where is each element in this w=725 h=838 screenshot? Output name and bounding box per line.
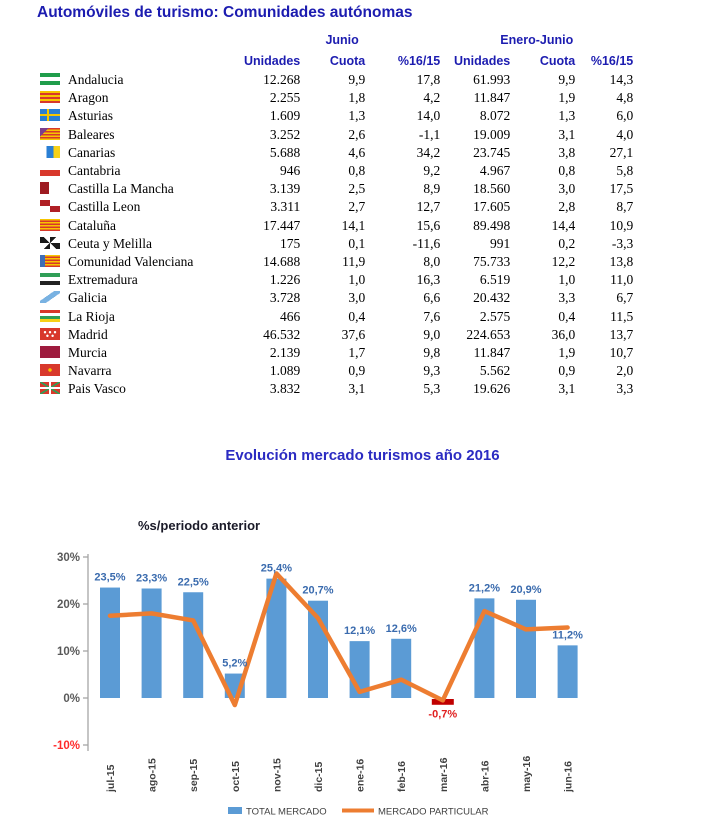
- bar-value-label: -0,7%: [428, 708, 458, 721]
- value-cell: 2,8: [558, 199, 576, 215]
- value-cell: 0,4: [348, 308, 366, 324]
- bar-value-label: 25,4%: [260, 562, 293, 575]
- value-cell: 9,0: [423, 326, 441, 342]
- legend-mercado-particular-label: MERCADO PARTICULAR: [378, 806, 489, 818]
- table-row: [40, 307, 633, 325]
- x-tick-label: abr-16: [479, 760, 492, 792]
- region-name-cell: [40, 162, 244, 180]
- value-cell: 11,0: [610, 272, 634, 288]
- value-cell: 3,3: [616, 381, 634, 397]
- value-cell: 4,8: [616, 90, 634, 106]
- region-name: Murcia: [68, 344, 107, 360]
- y-tick-label: 0%: [63, 693, 80, 705]
- value-cell: 89.498: [473, 217, 511, 233]
- value-cell: -1,1: [418, 126, 441, 142]
- value-cell: 1,0: [348, 272, 366, 288]
- region-flag-icon: [40, 328, 60, 340]
- value-cell: 4,0: [616, 126, 634, 142]
- value-cell: 1,3: [558, 108, 576, 124]
- value-cell: 27,1: [609, 144, 634, 160]
- value-cell: 14,4: [551, 217, 576, 233]
- region-name: Cataluña: [68, 217, 116, 233]
- value-cell: 0,9: [348, 363, 366, 379]
- value-cell: -3,3: [611, 235, 634, 251]
- value-cell: 4.967: [479, 163, 511, 179]
- value-cell: 2,5: [348, 181, 366, 197]
- region-name: Navarra: [68, 363, 112, 379]
- total-mercado-bar: [100, 588, 120, 698]
- value-cell: 61.993: [473, 72, 511, 88]
- value-cell: 15,6: [416, 217, 441, 233]
- legend-total-mercado-label: TOTAL MERCADO: [246, 806, 327, 818]
- region-name-cell: [40, 89, 244, 107]
- value-cell: 5.688: [269, 144, 301, 160]
- value-cell: 3.832: [269, 381, 301, 397]
- value-cell: -11,6: [412, 235, 441, 251]
- region-name: Ceuta y Melilla: [68, 235, 152, 251]
- value-cell: 13,7: [609, 326, 634, 342]
- value-cell: 1,0: [558, 272, 576, 288]
- value-cell: 8,0: [423, 253, 441, 269]
- region-name: Comunidad Valenciana: [68, 253, 194, 269]
- x-tick-label: dic-15: [313, 761, 325, 792]
- page-title: Automóviles de turismo: Comunidades autónomas: [37, 4, 413, 21]
- x-tick-label: may-16: [521, 755, 533, 792]
- value-cell: 9,9: [558, 72, 576, 88]
- value-cell: 34,2: [416, 144, 441, 160]
- value-cell: 9,3: [423, 363, 441, 379]
- x-tick-label: mar-16: [437, 757, 450, 792]
- region-flag-icon: [40, 219, 60, 231]
- table-row: [40, 89, 633, 107]
- region-name: Pais Vasco: [68, 381, 126, 397]
- total-mercado-bar: [391, 639, 411, 698]
- value-cell: 12,7: [416, 199, 441, 215]
- table-row: [40, 180, 633, 198]
- value-cell: 1,3: [348, 108, 366, 124]
- value-cell: 14,3: [609, 72, 634, 88]
- x-tick-label: jul-15: [105, 764, 117, 792]
- value-cell: 3,0: [348, 290, 366, 306]
- region-name-cell: [40, 253, 244, 271]
- table-row: [40, 126, 633, 144]
- value-cell: 36,0: [551, 326, 576, 342]
- region-name: Asturias: [68, 108, 113, 124]
- value-cell: 17.605: [473, 199, 511, 215]
- value-cell: 0,9: [558, 363, 576, 379]
- value-cell: 75.733: [473, 253, 511, 269]
- value-cell: 175: [280, 235, 301, 251]
- table-row: [40, 235, 633, 253]
- value-cell: 6,0: [616, 108, 634, 124]
- value-cell: 14,0: [416, 108, 441, 124]
- value-cell: 9,8: [423, 344, 441, 360]
- value-cell: 0,8: [348, 163, 366, 179]
- region-flag-icon: [40, 91, 60, 103]
- table-row: [40, 198, 633, 216]
- region-name-cell: [40, 217, 244, 235]
- value-cell: 8,9: [423, 181, 441, 197]
- col-header-pct-enero-junio: %16/15: [590, 53, 634, 68]
- value-cell: 1,9: [558, 90, 576, 106]
- table-row: [40, 362, 633, 380]
- region-name-cell: [40, 380, 244, 398]
- total-mercado-bar: [558, 645, 578, 698]
- region-flag-icon: [40, 273, 60, 285]
- value-cell: 1.609: [269, 108, 301, 124]
- region-flag-icon: [40, 382, 60, 394]
- value-cell: 6,6: [423, 290, 441, 306]
- value-cell: 46.532: [263, 326, 301, 342]
- value-cell: 17.447: [263, 217, 301, 233]
- group-header-enero-junio: Enero-Junio: [500, 32, 574, 47]
- region-flag-icon: [40, 255, 60, 267]
- value-cell: 1,9: [558, 344, 576, 360]
- region-name-cell: [40, 198, 244, 216]
- table-row: [40, 326, 633, 344]
- value-cell: 3,0: [558, 181, 576, 197]
- region-name-cell: [40, 126, 244, 144]
- bar-value-label: 12,6%: [385, 622, 417, 635]
- value-cell: 6,7: [616, 290, 634, 306]
- table-row: [40, 380, 633, 398]
- region-flag-icon: [40, 128, 60, 140]
- value-cell: 14,1: [341, 217, 366, 233]
- value-cell: 0,1: [348, 235, 366, 251]
- region-name: Canarias: [68, 144, 116, 160]
- region-name: Extremadura: [68, 272, 138, 288]
- value-cell: 2,6: [348, 126, 366, 142]
- value-cell: 9,2: [423, 163, 441, 179]
- col-header-pct-junio: %16/15: [397, 53, 441, 68]
- total-mercado-bar: [516, 600, 536, 698]
- region-flag-icon: [40, 146, 60, 158]
- value-cell: 11.847: [473, 344, 511, 360]
- table-row: [40, 271, 633, 289]
- y-tick-label: 10%: [56, 646, 80, 658]
- region-name: Aragon: [68, 90, 109, 106]
- col-header-unidades-junio: Unidades: [244, 53, 301, 68]
- value-cell: 3.311: [270, 199, 301, 215]
- value-cell: 19.626: [473, 381, 511, 397]
- value-cell: 17,8: [416, 72, 441, 88]
- chart-axis-label: %s/periodo anterior: [138, 518, 261, 533]
- region-flag-icon: [40, 291, 60, 303]
- value-cell: 5,8: [616, 163, 634, 179]
- bar-value-label: 20,9%: [510, 583, 542, 596]
- value-cell: 3.139: [269, 181, 301, 197]
- value-cell: 13,8: [609, 253, 634, 269]
- table-column-header-row: [40, 50, 633, 71]
- col-header-cuota-junio: Cuota: [329, 53, 366, 68]
- value-cell: 12.268: [263, 72, 301, 88]
- table-row: [40, 217, 633, 235]
- group-header-junio: Junio: [325, 32, 359, 47]
- value-cell: 10,9: [609, 217, 634, 233]
- region-name-cell: [40, 326, 244, 344]
- value-cell: 466: [280, 308, 301, 324]
- table-group-header-row: [40, 29, 633, 50]
- region-name: Baleares: [68, 126, 115, 142]
- value-cell: 2.255: [269, 90, 301, 106]
- value-cell: 3.728: [269, 290, 301, 306]
- region-name-cell: [40, 71, 244, 89]
- region-flag-icon: [40, 346, 60, 358]
- value-cell: 0,2: [558, 235, 576, 251]
- bar-value-label: 21,2%: [468, 582, 501, 595]
- value-cell: 224.653: [466, 326, 511, 342]
- table-row: [40, 71, 633, 89]
- value-cell: 5.562: [479, 363, 511, 379]
- value-cell: 3,1: [558, 126, 576, 142]
- value-cell: 0,4: [558, 308, 576, 324]
- region-flag-icon: [40, 310, 60, 322]
- bar-value-label: 5,2%: [222, 657, 248, 670]
- x-tick-label: feb-16: [396, 761, 409, 792]
- table-row: [40, 253, 633, 271]
- y-tick-label: -10%: [53, 740, 80, 752]
- value-cell: 6.519: [479, 272, 511, 288]
- region-flag-icon: [40, 109, 60, 121]
- value-cell: 991: [490, 235, 511, 251]
- region-name-cell: [40, 271, 244, 289]
- value-cell: 11,9: [342, 253, 366, 269]
- table-row: [40, 107, 633, 125]
- regions-table: [40, 29, 633, 398]
- value-cell: 12,2: [551, 253, 576, 269]
- value-cell: 17,5: [609, 181, 634, 197]
- value-cell: 23.745: [473, 144, 511, 160]
- x-tick-label: ago-15: [146, 758, 159, 792]
- regions-table-body: [40, 71, 633, 398]
- value-cell: 19.009: [473, 126, 511, 142]
- region-name-cell: [40, 289, 244, 307]
- col-header-cuota-enero-junio: Cuota: [539, 53, 576, 68]
- region-name: Galicia: [68, 290, 107, 306]
- bar-value-label: 12,1%: [343, 625, 376, 638]
- value-cell: 1.226: [269, 272, 301, 288]
- value-cell: 10,7: [609, 344, 634, 360]
- value-cell: 3,8: [558, 144, 576, 160]
- value-cell: 2.139: [269, 344, 301, 360]
- value-cell: 0,8: [558, 163, 576, 179]
- bar-value-label: 23,5%: [94, 571, 126, 584]
- col-header-unidades-enero-junio: Unidades: [454, 53, 511, 68]
- region-name-cell: [40, 107, 244, 125]
- bar-value-label: 20,7%: [302, 584, 334, 597]
- bar-value-label: 22,5%: [177, 576, 209, 589]
- value-cell: 2.575: [479, 308, 511, 324]
- region-name: Andalucia: [68, 72, 124, 88]
- y-tick-label: 20%: [56, 599, 80, 611]
- x-tick-label: oct-15: [229, 761, 242, 792]
- region-name-cell: [40, 180, 244, 198]
- value-cell: 1,7: [348, 344, 366, 360]
- value-cell: 4,6: [348, 144, 366, 160]
- region-name: Cantabria: [68, 163, 121, 179]
- value-cell: 16,3: [416, 272, 441, 288]
- x-tick-label: sep-15: [188, 758, 201, 792]
- value-cell: 18.560: [473, 181, 511, 197]
- region-name-cell: [40, 362, 244, 380]
- total-mercado-bar: [142, 588, 162, 698]
- region-name: Castilla La Mancha: [68, 181, 174, 197]
- value-cell: 1.089: [269, 363, 301, 379]
- value-cell: 946: [280, 163, 301, 179]
- total-mercado-bar: [183, 592, 203, 698]
- region-name-cell: [40, 144, 244, 162]
- region-flag-icon: [40, 237, 60, 249]
- value-cell: 3,1: [558, 381, 576, 397]
- region-flag-icon: [40, 73, 60, 85]
- table-row: [40, 162, 633, 180]
- region-name: Castilla Leon: [68, 199, 141, 215]
- table-row: [40, 344, 633, 362]
- value-cell: 11.847: [473, 90, 511, 106]
- x-tick-label: ene-16: [354, 758, 367, 792]
- value-cell: 3.252: [269, 126, 301, 142]
- x-tick-label: nov-15: [271, 758, 284, 792]
- value-cell: 2,0: [616, 363, 634, 379]
- table-row: [40, 289, 633, 307]
- value-cell: 20.432: [473, 290, 511, 306]
- legend-total-mercado-swatch: [228, 807, 242, 814]
- region-flag-icon: [40, 182, 60, 194]
- value-cell: 5,3: [423, 381, 441, 397]
- region-name: Madrid: [68, 326, 108, 342]
- region-flag-icon: [40, 364, 60, 376]
- value-cell: 8.072: [479, 108, 511, 124]
- table-row: [40, 144, 633, 162]
- value-cell: 3,3: [558, 290, 576, 306]
- value-cell: 9,9: [348, 72, 366, 88]
- value-cell: 8,7: [616, 199, 634, 215]
- region-name: La Rioja: [68, 308, 115, 324]
- value-cell: 14.688: [263, 253, 301, 269]
- value-cell: 37,6: [341, 326, 366, 342]
- region-flag-icon: [40, 200, 60, 212]
- chart-title: Evolución mercado turismos año 2016: [225, 447, 500, 464]
- value-cell: 11,5: [610, 308, 634, 324]
- value-cell: 3,1: [348, 381, 366, 397]
- evolution-chart: [0, 550, 725, 838]
- region-name-cell: [40, 235, 244, 253]
- y-tick-label: 30%: [56, 552, 80, 564]
- x-tick-label: jun-16: [562, 761, 575, 792]
- value-cell: 4,2: [423, 90, 441, 106]
- region-name-cell: [40, 307, 244, 325]
- bar-value-label: 11,2%: [552, 629, 583, 642]
- value-cell: 2,7: [348, 199, 366, 215]
- value-cell: 1,8: [348, 90, 366, 106]
- value-cell: 7,6: [423, 308, 441, 324]
- region-flag-icon: [40, 164, 60, 176]
- region-name-cell: [40, 344, 244, 362]
- bar-value-label: 23,3%: [135, 572, 168, 585]
